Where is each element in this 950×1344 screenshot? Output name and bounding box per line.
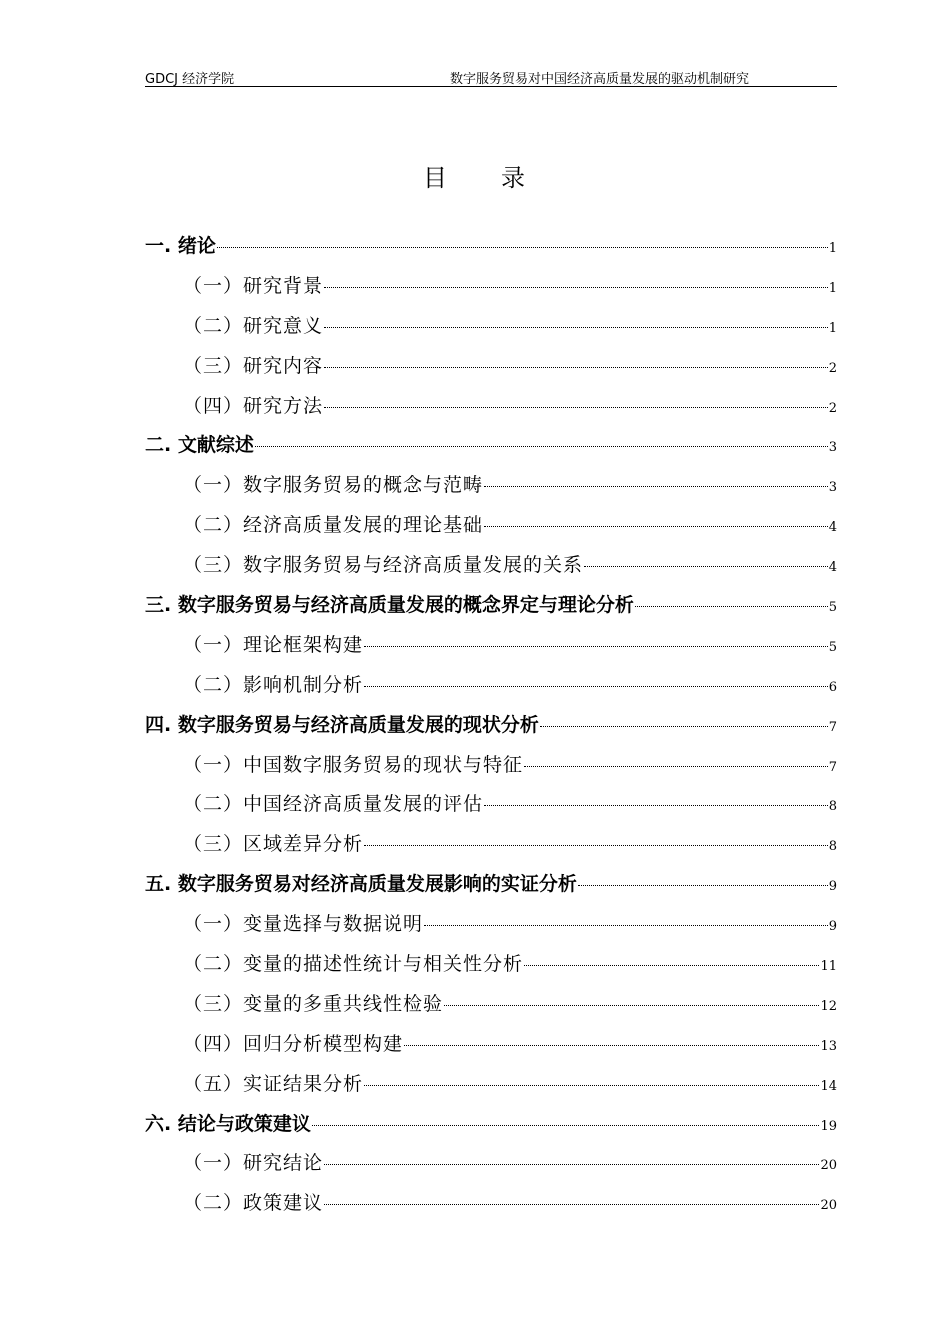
toc-section-entry[interactable] (145, 1025, 837, 1065)
toc-dot-leader (484, 805, 828, 806)
toc-dot-leader (484, 526, 828, 527)
toc-section-entry[interactable] (145, 387, 837, 427)
toc-entry-label: （二）中国经济高质量发展的评估 (183, 793, 484, 816)
toc-page-number: 12 (820, 998, 837, 1014)
toc-dot-leader (324, 287, 828, 288)
toc-page-number: 9 (828, 879, 837, 895)
toc-page-number: 14 (820, 1078, 837, 1094)
toc-entry-label: （二）经济高质量发展的理论基础 (183, 514, 484, 537)
toc-dot-leader (540, 726, 828, 727)
toc-page-number: 1 (828, 320, 837, 336)
toc-heading: 目 录 (423, 164, 527, 192)
toc-section-entry[interactable] (145, 825, 837, 865)
toc-entry-label: （二）变量的描述性统计与相关性分析 (183, 953, 524, 976)
toc-entry-label: 四. 数字服务贸易与经济高质量发展的现状分析 (145, 713, 539, 736)
toc-page-number: 8 (828, 839, 837, 855)
toc-page-number: 5 (828, 639, 837, 655)
toc-dot-leader (324, 1164, 819, 1165)
toc-page-number: 7 (828, 719, 837, 735)
toc-entry-label: 三. 数字服务贸易与经济高质量发展的概念界定与理论分析 (145, 594, 634, 617)
toc-section-entry[interactable] (145, 347, 837, 387)
toc-dot-leader (524, 965, 819, 966)
toc-dot-leader (324, 407, 828, 408)
toc-page-number: 11 (820, 959, 837, 975)
toc-dot-leader (364, 845, 828, 846)
toc-entry-label: （三）数字服务贸易与经济高质量发展的关系 (183, 554, 584, 577)
toc-dot-leader (578, 885, 828, 886)
toc-section-entry[interactable] (145, 267, 837, 307)
toc-entry-label: 一. 绪论 (145, 235, 216, 257)
toc-entry-label: （二）政策建议 (183, 1192, 324, 1215)
toc-section-entry[interactable] (145, 945, 837, 985)
toc-section-entry[interactable] (145, 905, 837, 945)
toc-dot-leader (255, 446, 828, 447)
toc-entry-label: （一）研究背景 (183, 274, 324, 297)
toc-section-entry[interactable] (145, 666, 837, 706)
toc-entry-label: （四）研究方法 (183, 394, 324, 417)
toc-entry-label: （一）中国数字服务贸易的现状与特征 (183, 753, 524, 776)
toc-page-number: 9 (828, 919, 837, 935)
toc-page-number: 2 (828, 360, 837, 376)
toc-section-entry[interactable] (145, 626, 837, 666)
table-of-contents (145, 227, 837, 1224)
toc-page-number: 20 (820, 1158, 837, 1174)
toc-entry-label: （四）回归分析模型构建 (183, 1032, 404, 1055)
toc-section-entry[interactable] (145, 1065, 837, 1105)
toc-chapter-entry[interactable] (145, 426, 837, 466)
toc-entry-label: （二）研究意义 (183, 314, 324, 337)
toc-chapter-entry[interactable] (145, 706, 837, 746)
toc-dot-leader (444, 1005, 819, 1006)
toc-chapter-entry[interactable] (145, 227, 837, 267)
toc-entry-label: （三）变量的多重共线性检验 (183, 992, 444, 1015)
toc-dot-leader (424, 925, 828, 926)
toc-section-entry[interactable] (145, 785, 837, 825)
toc-page-number: 5 (828, 600, 837, 616)
toc-entry-label: 二. 文献综述 (145, 434, 254, 457)
toc-entry-label: （二）影响机制分析 (183, 673, 364, 696)
toc-section-entry[interactable] (145, 1144, 837, 1184)
toc-page-number: 1 (828, 280, 837, 296)
toc-entry-label: 五. 数字服务贸易对经济高质量发展影响的实证分析 (145, 873, 577, 896)
toc-page-number: 13 (820, 1038, 837, 1054)
toc-dot-leader (324, 1204, 819, 1205)
toc-chapter-entry[interactable] (145, 1105, 837, 1145)
toc-page-number: 8 (828, 799, 837, 815)
toc-page-number: 20 (820, 1198, 837, 1214)
header-institution: GDCJ 经济学院 (145, 72, 235, 87)
toc-section-entry[interactable] (145, 506, 837, 546)
toc-page-number: 7 (828, 759, 837, 775)
toc-page-number: 4 (828, 520, 837, 536)
toc-entry-label: （一）理论框架构建 (183, 633, 364, 656)
toc-dot-leader (524, 766, 828, 767)
toc-dot-leader (484, 486, 828, 487)
toc-chapter-entry[interactable] (145, 586, 837, 626)
toc-dot-leader (324, 367, 828, 368)
toc-entry-label: （一）研究结论 (183, 1152, 324, 1175)
toc-section-entry[interactable] (145, 466, 837, 506)
header-thesis-title: 数字服务贸易对中国经济高质量发展的驱动机制研究 (450, 72, 750, 87)
toc-section-entry[interactable] (145, 985, 837, 1025)
toc-entry-label: （五）实证结果分析 (183, 1072, 364, 1095)
toc-entry-label: （一）数字服务贸易的概念与范畴 (183, 474, 484, 497)
toc-entry-label: 六. 结论与政策建议 (145, 1112, 311, 1135)
toc-dot-leader (217, 247, 828, 248)
toc-entry-label: （一）变量选择与数据说明 (183, 913, 424, 936)
toc-dot-leader (364, 1085, 819, 1086)
toc-page-number: 2 (828, 400, 837, 416)
toc-section-entry[interactable] (145, 307, 837, 347)
toc-page-number: 3 (828, 440, 837, 456)
toc-section-entry[interactable] (145, 1184, 837, 1224)
toc-dot-leader (584, 566, 828, 567)
toc-dot-leader (635, 606, 828, 607)
toc-page-number: 3 (828, 480, 837, 496)
toc-chapter-entry[interactable] (145, 865, 837, 905)
toc-dot-leader (364, 686, 828, 687)
toc-page-number: 6 (828, 679, 837, 695)
toc-page-number: 19 (820, 1118, 837, 1134)
toc-page-number: 1 (828, 241, 837, 256)
toc-dot-leader (324, 327, 828, 328)
toc-page-number: 4 (828, 560, 837, 576)
toc-entry-label: （三）研究内容 (183, 354, 324, 377)
toc-dot-leader (404, 1045, 819, 1046)
toc-dot-leader (364, 646, 828, 647)
toc-dot-leader (312, 1125, 820, 1126)
page-header (145, 66, 837, 87)
toc-section-entry[interactable] (145, 546, 837, 586)
toc-section-entry[interactable] (145, 746, 837, 786)
toc-entry-label: （三）区域差异分析 (183, 833, 364, 856)
